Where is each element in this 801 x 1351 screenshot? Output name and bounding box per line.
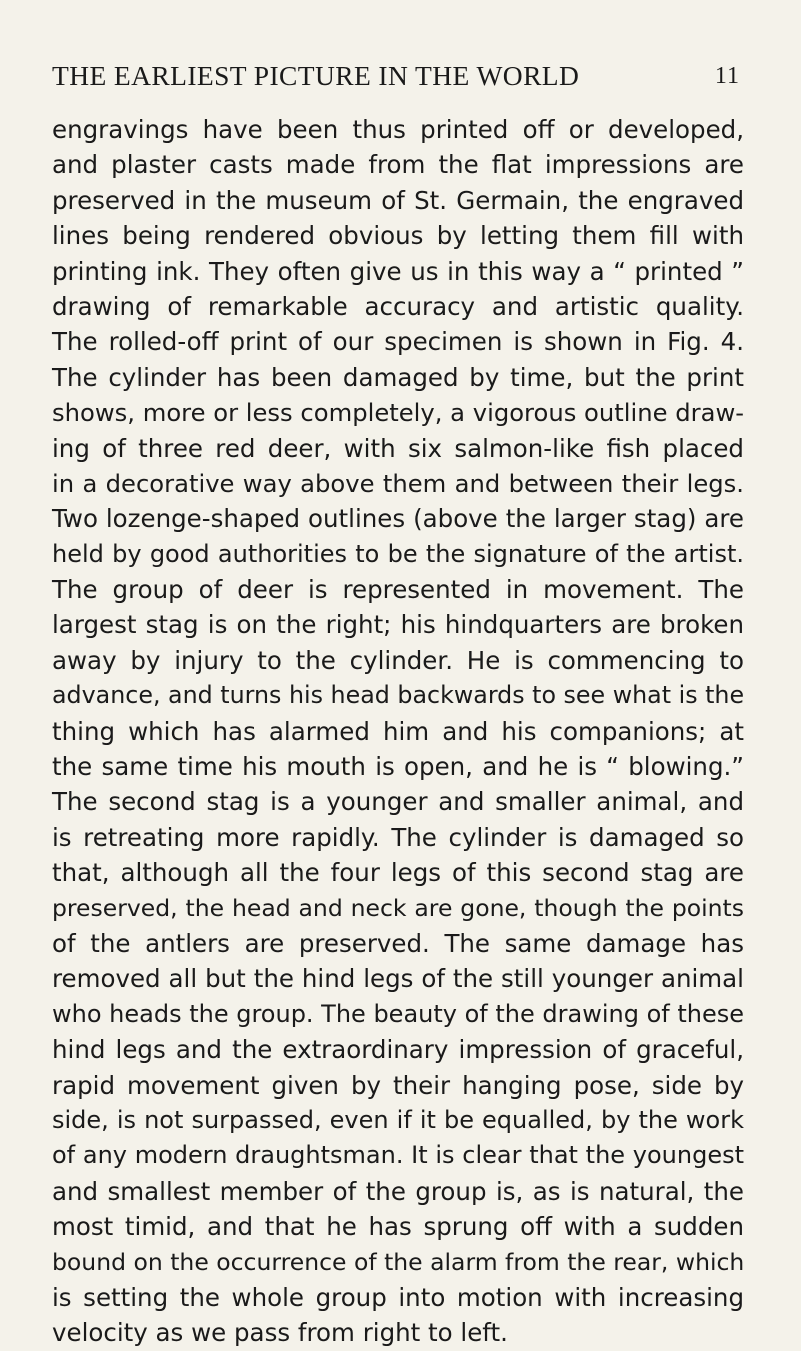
text-line: thing which has alarmed him and his companions; at [52,716,744,746]
text-line: who heads the group. The beauty of the drawing of these [52,999,744,1028]
text-line: is setting the whole group into motion with increasing [52,1282,744,1312]
text-line: drawing of remarkable accuracy and artistic quality. [52,291,744,321]
text-line: The second stag is a younger and smaller animal, and [52,787,744,817]
text-line: of any modern draughtsman. It is clear that the youngest [52,1141,744,1170]
page-number: 11 [714,63,740,89]
text-line: printing ink. They often give us in this way a “ printed ” [52,256,744,286]
text-line: hind legs and the extraordinary impression of graceful, [52,1035,744,1065]
running-head [52,56,740,96]
text-line: of the antlers are preserved. The same damage has [52,928,744,958]
text-line: rapid movement given by their hanging pose, side by [52,1070,744,1100]
text-line: The rolled-off print of our specimen is shown in Fig. 4. [52,327,744,357]
text-line: most timid, and that he has sprung off with a sudden [52,1212,744,1242]
text-line: lines being rendered obvious by letting them fill with [52,221,744,251]
text-line: shows, more or less completely, a vigorous outline draw- [52,398,745,428]
text-line: preserved, the head and neck are gone, though the points [52,893,744,922]
text-line: that, although all the four legs of this second stag are [52,858,744,888]
body-paragraph [52,112,744,1351]
text-line: removed all but the hind legs of the still younger animal [52,964,744,994]
text-line: velocity as we pass from right to left. [52,1318,508,1348]
text-line: is retreating more rapidly. The cylinder is damaged so [52,822,744,852]
text-line: the same time his mouth is open, and he is “ blowing.” [52,752,744,782]
text-line: preserved in the museum of St. Germain, the engraved [52,185,744,215]
text-line: The cylinder has been damaged by time, but the print [52,362,744,392]
text-line: engravings have been thus printed off or developed, [52,115,744,144]
text-line: and plaster casts made from the flat impressions are [52,150,744,180]
running-head-title: THE EARLIEST PICTURE IN THE WORLD [52,60,580,91]
text-line: away by injury to the cylinder. He is commencing to [52,645,744,675]
text-line: The group of deer is represented in movement. The [52,575,744,605]
text-line: bound on the occurrence of the alarm from the rear, which [52,1247,745,1276]
text-line: largest stag is on the right; his hindquarters are broken [52,610,744,640]
text-line: side, is not surpassed, even if it be equalled, by the work [52,1105,744,1134]
text-line: held by good authorities to be the signature of the artist. [52,539,744,568]
text-line: Two lozenge-shaped outlines (above the larger stag) are [52,504,744,534]
text-line: advance, and turns his head backwards to see what is the [52,681,745,710]
text-line: ing of three red deer, with six salmon-like fish placed [52,433,744,463]
text-line: in a decorative way above them and between their legs. [52,468,744,498]
text-line: and smallest member of the group is, as is natural, the [52,1176,744,1206]
